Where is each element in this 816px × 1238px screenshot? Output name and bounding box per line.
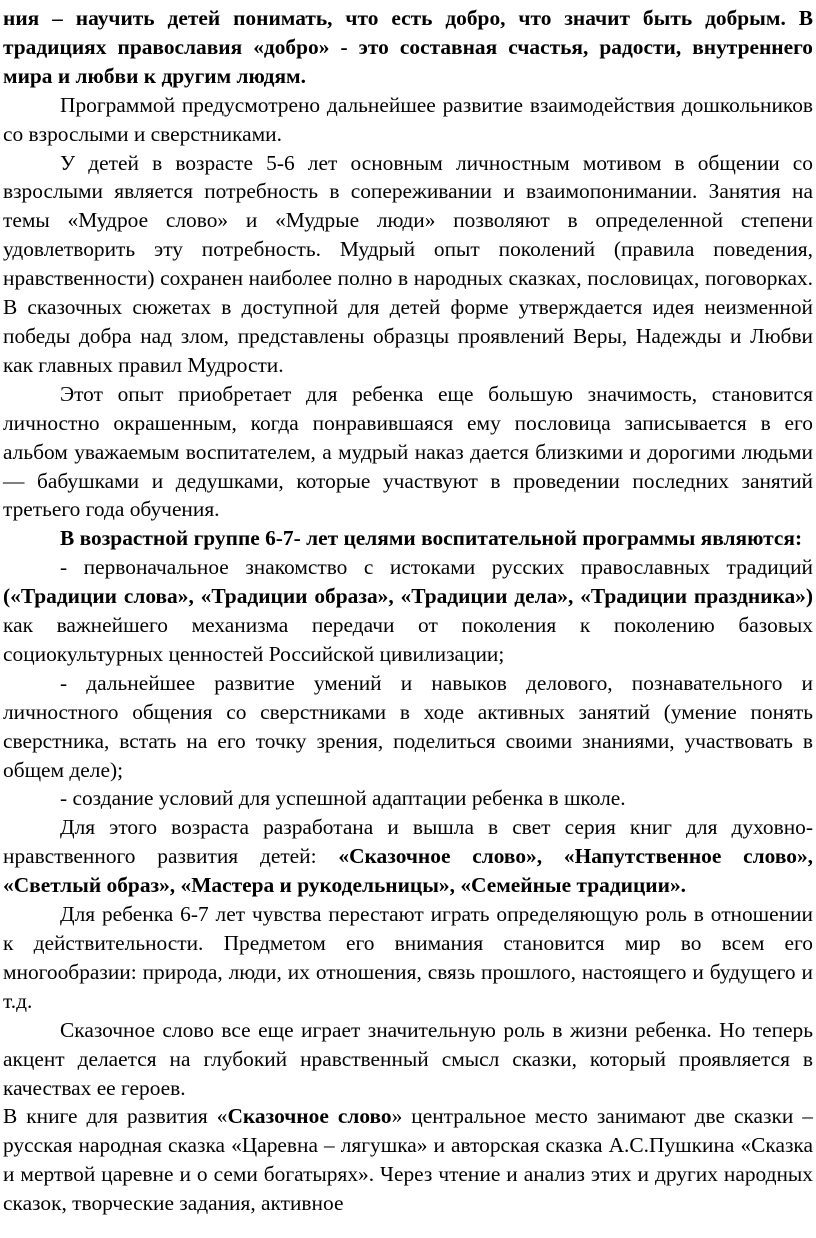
text-run: Этот опыт приобретает для ребенка еще большую значимость, становится личностно окрашенным, когда понравившаяся ему пословица записывается в его альбом уважаемым воспитателем, а мудрый наказ дается близкими и дорогими людьми — бабушками и дедушками, которые участвуют в проведении последних занятий третьего года обучения.	[3, 381, 813, 522]
text-run: Для этого возраста разработана и вышла в свет серия книг для духовно-нравственного развития детей:	[3, 815, 813, 869]
text-run-bold: Сказочное слово	[227, 1104, 392, 1129]
paragraph-age-6-7-heading	[3, 524, 813, 553]
paragraph-experience	[3, 380, 813, 525]
paragraph-feelings	[3, 900, 813, 1016]
paragraph-goal-school	[3, 784, 813, 813]
paragraph-fairy-word	[3, 1016, 813, 1103]
text-run: В книге для развития «	[3, 1104, 228, 1129]
text-run-bold: «Сказочное слово», «Напутственное слово», «Светлый образ», «Мастера и рукодельницы», «Семейные традиции».	[3, 844, 813, 898]
text-run: ния – научить детей понимать, что есть добро, что значит быть добрым. В традициях православия «добро» - это составная счастья, радости, внутреннего мира и любви к другим людям.	[3, 6, 813, 88]
paragraph-goal-communication	[3, 669, 813, 785]
paragraph-goal-traditions	[3, 553, 813, 669]
text-run: как важнейшего механизма передачи от поколения к поколению базовых социокультурных ценностей Российской цивилизации;	[3, 613, 813, 666]
text-run: - создание условий для успешной адаптации ребенка в школе.	[60, 786, 626, 811]
paragraph-age-5-6	[3, 149, 813, 380]
text-run-bold: («Традиции слова», «Традиции образа», «Традиции дела», «Традиции праздника»)	[3, 584, 813, 609]
text-run: Для ребенка 6-7 лет чувства перестают играть определяющую роль в отношении к действительности. Предметом его внимания становится мир во всем его многообразии: природа, люди, их отношения, связь прошлого, настоящего и будущего и т.д.	[3, 902, 813, 1013]
text-run: Программой предусмотрено дальнейшее развитие взаимодействия дошкольников со взрослыми и сверстниками.	[3, 92, 813, 146]
paragraph-interaction	[3, 91, 813, 149]
paragraph-goal-kindness	[3, 4, 813, 91]
text-run: » центральное место занимают две сказки – русская народная сказка «Царевна – лягушка» и авторская сказка А.С.Пушкина «Сказка и мертвой царевне и о семи богатырях». Через чтение и анализ этих и других народных сказок, творческие задания, активное	[3, 1104, 814, 1216]
text-run: В возрастной группе 6-7- лет целями воспитательной программы являются:	[60, 526, 803, 551]
text-run: - первоначальное знакомство с истоками русских православных традиций	[60, 555, 813, 580]
paragraph-book-series	[3, 813, 813, 900]
text-run: - дальнейшее развитие умений и навыков делового, познавательного и личностного общения со сверстниками в ходе активных занятий (умение понять сверстника, встать на его точку зрения, поделиться своими знаниями, участвовать в общем деле);	[3, 670, 813, 782]
text-run: Сказочное слово все еще играет значительную роль в жизни ребенка. Но теперь акцент делается на глубокий нравственный смысл сказки, который проявляется в качествах ее героев.	[3, 1017, 813, 1100]
paragraph-book-fairy-word	[3, 1102, 813, 1218]
text-run: У детей в возрасте 5-6 лет основным личностным мотивом в общении со взрослыми является потребность в сопереживании и взаимопонимании. Занятия на темы «Мудрое слово» и «Мудрые люди» позволяют в определенной степени удовлетворить эту потребность. Мудрый опыт поколений (правила поведения, нравственности) сохранен наиболее полно в народных сказках, пословицах, поговорках. В сказочных сюжетах в доступной для детей форме утверждается идея неизменной победы добра над злом, представлены образцы проявлений Веры, Надежды и Любви как главных правил Мудрости.	[3, 150, 813, 377]
